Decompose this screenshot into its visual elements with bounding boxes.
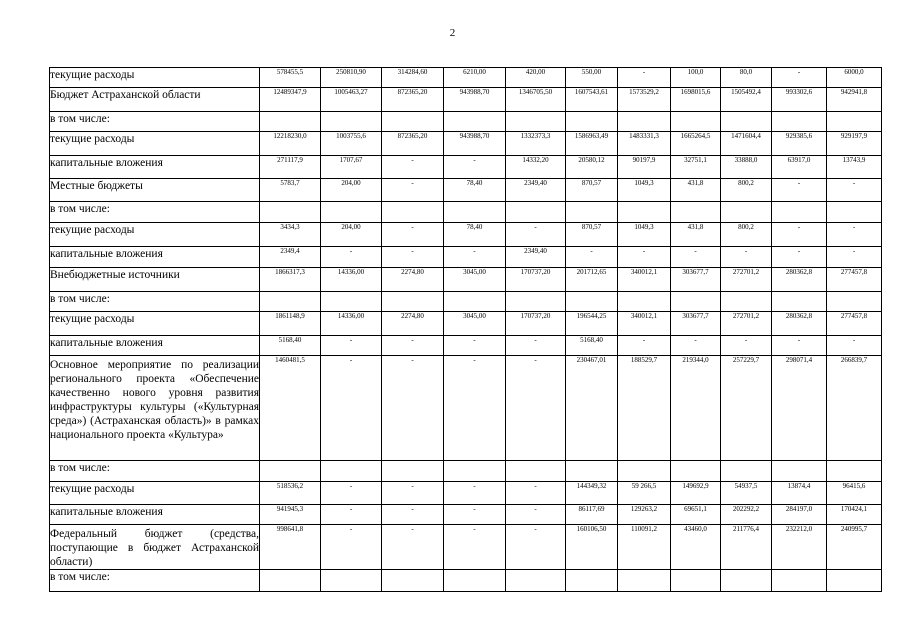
page-number: 2 — [449, 27, 456, 39]
value-cell — [382, 461, 444, 482]
row-label: Внебюджетные источники — [50, 268, 260, 292]
row-label: текущие расходы — [50, 68, 260, 88]
budget-table — [49, 67, 882, 592]
value-cell: - — [671, 247, 721, 268]
value-cell: - — [618, 247, 671, 268]
value-cell: 211776,4 — [721, 525, 772, 570]
value-cell: - — [566, 247, 618, 268]
table-row — [50, 132, 882, 156]
value-cell — [506, 202, 566, 223]
value-cell: 1573529,2 — [618, 88, 671, 112]
table-row — [50, 336, 882, 356]
row-label: Бюджет Астраханской области — [50, 88, 260, 112]
value-cell: 14332,20 — [506, 156, 566, 179]
value-cell: - — [506, 336, 566, 356]
value-cell: 5168,40 — [260, 336, 321, 356]
value-cell — [444, 570, 506, 592]
value-cell — [618, 461, 671, 482]
value-cell: - — [321, 336, 382, 356]
value-cell: 1049,3 — [618, 223, 671, 247]
value-cell: 420,00 — [506, 68, 566, 88]
value-cell: 257229,7 — [721, 356, 772, 461]
value-cell — [721, 112, 772, 132]
value-cell: 2274,80 — [382, 268, 444, 292]
value-cell — [260, 292, 321, 312]
value-cell: 298071,4 — [772, 356, 827, 461]
value-cell: 6210,00 — [444, 68, 506, 88]
value-cell: - — [382, 247, 444, 268]
table-row — [50, 505, 882, 525]
value-cell: 54937,5 — [721, 482, 772, 505]
value-cell: 1471604,4 — [721, 132, 772, 156]
value-cell — [671, 202, 721, 223]
value-cell: 1607543,61 — [566, 88, 618, 112]
value-cell: 1346705,50 — [506, 88, 566, 112]
value-cell: - — [721, 336, 772, 356]
value-cell: - — [321, 247, 382, 268]
value-cell: 202292,2 — [721, 505, 772, 525]
value-cell: 272701,2 — [721, 312, 772, 336]
value-cell: 1005463,27 — [321, 88, 382, 112]
value-cell: 998641,8 — [260, 525, 321, 570]
row-label: Местные бюджеты — [50, 179, 260, 202]
value-cell — [321, 202, 382, 223]
row-label: капитальные вложения — [50, 156, 260, 179]
value-cell: 1460481,5 — [260, 356, 321, 461]
value-cell: - — [721, 247, 772, 268]
value-cell: 20580,12 — [566, 156, 618, 179]
value-cell: - — [772, 223, 827, 247]
value-cell: 69651,1 — [671, 505, 721, 525]
value-cell: 303677,7 — [671, 268, 721, 292]
value-cell: 800,2 — [721, 179, 772, 202]
value-cell — [260, 570, 321, 592]
value-cell — [827, 292, 882, 312]
value-cell: - — [444, 247, 506, 268]
value-cell — [382, 292, 444, 312]
value-cell: 872365,20 — [382, 132, 444, 156]
value-cell: 32751,1 — [671, 156, 721, 179]
value-cell: 993302,6 — [772, 88, 827, 112]
value-cell: 1505492,4 — [721, 88, 772, 112]
value-cell: - — [506, 525, 566, 570]
value-cell: 284197,0 — [772, 505, 827, 525]
value-cell: 943988,70 — [444, 88, 506, 112]
value-cell: 5168,40 — [566, 336, 618, 356]
value-cell: 149692,9 — [671, 482, 721, 505]
value-cell: - — [671, 336, 721, 356]
value-cell: 160106,50 — [566, 525, 618, 570]
value-cell: 170737,20 — [506, 268, 566, 292]
value-cell — [566, 570, 618, 592]
value-cell: 314284,60 — [382, 68, 444, 88]
table-row — [50, 156, 882, 179]
value-cell — [772, 112, 827, 132]
value-cell: 170424,1 — [827, 505, 882, 525]
row-label: в том числе: — [50, 112, 260, 132]
value-cell: - — [772, 68, 827, 88]
value-cell: 1332373,3 — [506, 132, 566, 156]
row-label: Основное мероприятие по реализации регионального проекта «Обеспечение качественно нового уровня развития инфраструктуры культуры («Культурная среда») (Астраханская область)» в рамках национального проекта «Культура» — [50, 356, 260, 461]
value-cell: 3434,3 — [260, 223, 321, 247]
value-cell: 277457,8 — [827, 268, 882, 292]
value-cell: - — [444, 336, 506, 356]
value-cell: - — [772, 336, 827, 356]
value-cell: - — [506, 482, 566, 505]
value-cell: - — [382, 336, 444, 356]
value-cell — [772, 570, 827, 592]
value-cell: 1483331,3 — [618, 132, 671, 156]
value-cell: 1866317,3 — [260, 268, 321, 292]
value-cell: 14336,00 — [321, 312, 382, 336]
value-cell: - — [444, 482, 506, 505]
value-cell: 2349,40 — [506, 179, 566, 202]
value-cell: 943988,70 — [444, 132, 506, 156]
value-cell — [321, 292, 382, 312]
value-cell: 14336,00 — [321, 268, 382, 292]
value-cell — [444, 292, 506, 312]
value-cell: 277457,8 — [827, 312, 882, 336]
row-label: в том числе: — [50, 292, 260, 312]
row-label: в том числе: — [50, 202, 260, 223]
value-cell — [321, 570, 382, 592]
value-cell: - — [827, 179, 882, 202]
value-cell — [618, 112, 671, 132]
value-cell: 90197,9 — [618, 156, 671, 179]
value-cell — [772, 202, 827, 223]
value-cell: - — [321, 525, 382, 570]
value-cell: - — [772, 179, 827, 202]
value-cell: 6000,0 — [827, 68, 882, 88]
value-cell: 144349,32 — [566, 482, 618, 505]
value-cell: 872365,20 — [382, 88, 444, 112]
value-cell: - — [382, 505, 444, 525]
value-cell: 1698015,6 — [671, 88, 721, 112]
value-cell: - — [321, 505, 382, 525]
value-cell: - — [444, 156, 506, 179]
value-cell — [444, 202, 506, 223]
value-cell — [671, 292, 721, 312]
table-row — [50, 570, 882, 592]
value-cell — [321, 112, 382, 132]
value-cell — [506, 292, 566, 312]
table-row — [50, 247, 882, 268]
value-cell: 2349,40 — [506, 247, 566, 268]
value-cell: 5783,7 — [260, 179, 321, 202]
value-cell — [260, 112, 321, 132]
value-cell — [506, 570, 566, 592]
value-cell: 3045,00 — [444, 268, 506, 292]
value-cell: 1586963,49 — [566, 132, 618, 156]
value-cell — [827, 112, 882, 132]
value-cell: 230467,01 — [566, 356, 618, 461]
value-cell: - — [618, 68, 671, 88]
value-cell: 272701,2 — [721, 268, 772, 292]
value-cell: - — [827, 247, 882, 268]
value-cell: - — [618, 336, 671, 356]
table-row — [50, 292, 882, 312]
value-cell: 78,40 — [444, 223, 506, 247]
value-cell: - — [382, 179, 444, 202]
value-cell: 204,00 — [321, 223, 382, 247]
value-cell: - — [506, 356, 566, 461]
value-cell: - — [827, 336, 882, 356]
value-cell: 340012,1 — [618, 268, 671, 292]
value-cell: 12489347,9 — [260, 88, 321, 112]
value-cell: 929385,6 — [772, 132, 827, 156]
value-cell: - — [772, 247, 827, 268]
value-cell: 96415,6 — [827, 482, 882, 505]
table-row — [50, 268, 882, 292]
value-cell — [566, 202, 618, 223]
value-cell — [260, 461, 321, 482]
value-cell: 86117,69 — [566, 505, 618, 525]
value-cell: 43460,0 — [671, 525, 721, 570]
value-cell: 929197,9 — [827, 132, 882, 156]
row-label: текущие расходы — [50, 312, 260, 336]
table-row — [50, 356, 882, 461]
table-row — [50, 223, 882, 247]
value-cell — [444, 112, 506, 132]
value-cell — [382, 570, 444, 592]
row-label: текущие расходы — [50, 223, 260, 247]
value-cell: 196544,25 — [566, 312, 618, 336]
row-label: Федеральный бюджет (средства, поступающие в бюджет Астраханской области) — [50, 525, 260, 570]
value-cell — [827, 570, 882, 592]
value-cell — [566, 112, 618, 132]
value-cell: 431,8 — [671, 179, 721, 202]
value-cell: 100,0 — [671, 68, 721, 88]
value-cell: 78,40 — [444, 179, 506, 202]
value-cell — [671, 112, 721, 132]
row-label: капитальные вложения — [50, 336, 260, 356]
value-cell: - — [827, 223, 882, 247]
value-cell — [566, 461, 618, 482]
value-cell: 1707,67 — [321, 156, 382, 179]
value-cell: 170737,20 — [506, 312, 566, 336]
value-cell: 33888,0 — [721, 156, 772, 179]
value-cell: - — [382, 525, 444, 570]
value-cell: 280362,8 — [772, 312, 827, 336]
value-cell — [618, 292, 671, 312]
value-cell: 800,2 — [721, 223, 772, 247]
value-cell: 80,0 — [721, 68, 772, 88]
value-cell: 1049,3 — [618, 179, 671, 202]
value-cell — [671, 461, 721, 482]
value-cell: 110091,2 — [618, 525, 671, 570]
value-cell: - — [321, 356, 382, 461]
table-row — [50, 461, 882, 482]
value-cell — [444, 461, 506, 482]
value-cell — [671, 570, 721, 592]
value-cell: - — [382, 156, 444, 179]
value-cell — [772, 461, 827, 482]
value-cell — [721, 461, 772, 482]
value-cell: 232212,0 — [772, 525, 827, 570]
table-row — [50, 68, 882, 88]
value-cell — [260, 202, 321, 223]
value-cell — [506, 461, 566, 482]
value-cell: 2349,4 — [260, 247, 321, 268]
value-cell: - — [506, 223, 566, 247]
value-cell: - — [382, 482, 444, 505]
value-cell: 550,00 — [566, 68, 618, 88]
value-cell: 12218230,0 — [260, 132, 321, 156]
value-cell — [721, 202, 772, 223]
value-cell: 13743,9 — [827, 156, 882, 179]
row-label: текущие расходы — [50, 132, 260, 156]
value-cell: 2274,80 — [382, 312, 444, 336]
value-cell: 129263,2 — [618, 505, 671, 525]
value-cell: 271117,9 — [260, 156, 321, 179]
value-cell — [506, 112, 566, 132]
value-cell: 266839,7 — [827, 356, 882, 461]
value-cell: 431,8 — [671, 223, 721, 247]
value-cell: - — [444, 525, 506, 570]
value-cell: - — [382, 223, 444, 247]
value-cell: 280362,8 — [772, 268, 827, 292]
value-cell — [827, 461, 882, 482]
value-cell — [772, 292, 827, 312]
value-cell: 3045,00 — [444, 312, 506, 336]
table-row — [50, 482, 882, 505]
value-cell: 942941,8 — [827, 88, 882, 112]
value-cell: - — [444, 356, 506, 461]
value-cell: 870,57 — [566, 223, 618, 247]
value-cell: - — [382, 356, 444, 461]
value-cell: 1003755,6 — [321, 132, 382, 156]
row-label: в том числе: — [50, 570, 260, 592]
value-cell: 870,57 — [566, 179, 618, 202]
value-cell: 941945,3 — [260, 505, 321, 525]
value-cell: 240995,7 — [827, 525, 882, 570]
value-cell: - — [321, 482, 382, 505]
value-cell: 201712,65 — [566, 268, 618, 292]
row-label: текущие расходы — [50, 482, 260, 505]
value-cell — [618, 570, 671, 592]
value-cell: 13874,4 — [772, 482, 827, 505]
value-cell — [382, 112, 444, 132]
value-cell: 188529,7 — [618, 356, 671, 461]
value-cell: 219344,0 — [671, 356, 721, 461]
value-cell: - — [444, 505, 506, 525]
value-cell — [321, 461, 382, 482]
value-cell — [618, 202, 671, 223]
value-cell: 204,00 — [321, 179, 382, 202]
value-cell: 250810,90 — [321, 68, 382, 88]
value-cell: 303677,7 — [671, 312, 721, 336]
table-row — [50, 312, 882, 336]
value-cell — [566, 292, 618, 312]
value-cell — [721, 570, 772, 592]
value-cell: - — [506, 505, 566, 525]
value-cell: 578455,5 — [260, 68, 321, 88]
row-label: капитальные вложения — [50, 247, 260, 268]
value-cell: 59 266,5 — [618, 482, 671, 505]
table-row — [50, 179, 882, 202]
value-cell — [721, 292, 772, 312]
table-row — [50, 525, 882, 570]
row-label: в том числе: — [50, 461, 260, 482]
table-row — [50, 88, 882, 112]
value-cell — [827, 202, 882, 223]
table-row — [50, 112, 882, 132]
value-cell: 1861148,9 — [260, 312, 321, 336]
value-cell: 340012,1 — [618, 312, 671, 336]
value-cell — [382, 202, 444, 223]
value-cell: 518536,2 — [260, 482, 321, 505]
row-label: капитальные вложения — [50, 505, 260, 525]
value-cell: 1665264,5 — [671, 132, 721, 156]
table-row — [50, 202, 882, 223]
value-cell: 63917,0 — [772, 156, 827, 179]
